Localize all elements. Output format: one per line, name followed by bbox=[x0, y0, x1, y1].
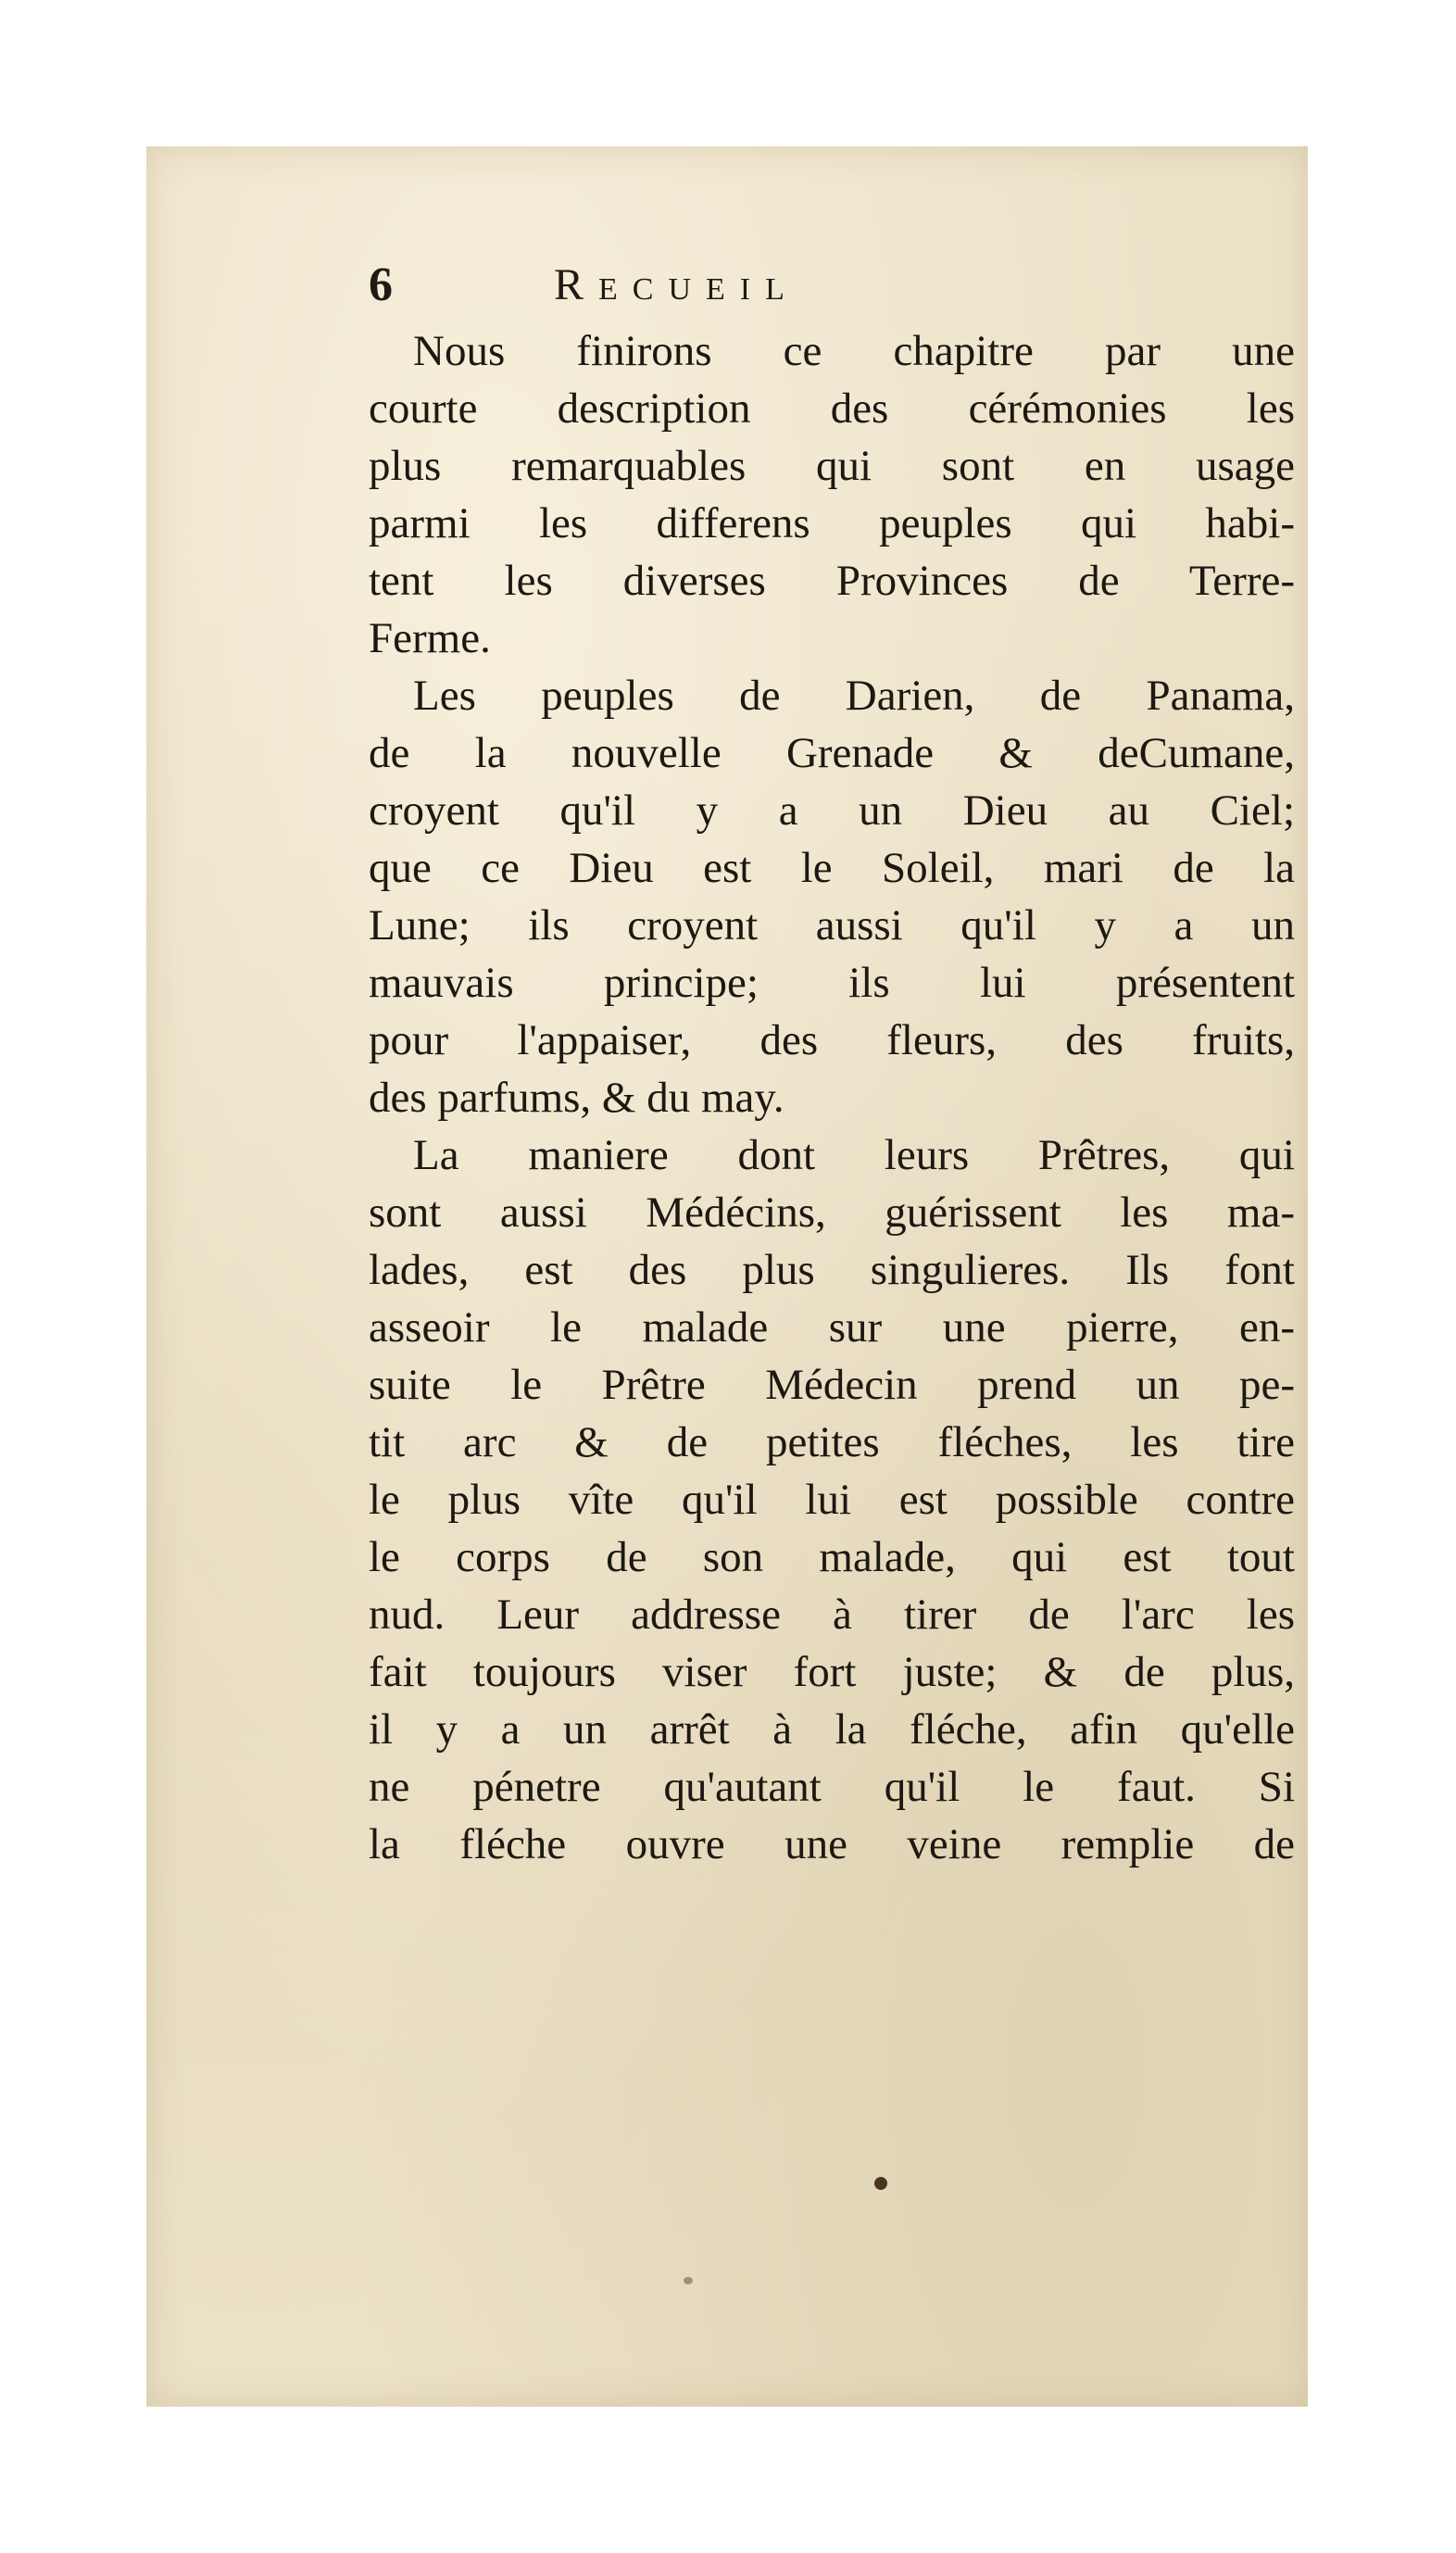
text-line: Nous finirons ce chapitre par une bbox=[413, 327, 1295, 375]
body-text bbox=[369, 322, 1295, 1873]
text-line: nud. Leur addresse à tirer de l'arc les bbox=[369, 1591, 1295, 1639]
page-header bbox=[369, 258, 1110, 313]
page-number: 6 bbox=[369, 258, 393, 311]
running-head: Recueil bbox=[554, 260, 799, 309]
text-line: tit arc & de petites fléches, les tire bbox=[369, 1418, 1295, 1466]
text-line: le corps de son malade, qui est tout bbox=[369, 1533, 1295, 1581]
text-line: tent les diverses Provinces de Terre- bbox=[369, 557, 1295, 605]
text-line: lades, est des plus singulieres. Ils font bbox=[369, 1246, 1295, 1294]
text-line: fait toujours viser fort juste; & de plus, bbox=[369, 1648, 1295, 1696]
text-line: il y a un arrêt à la fléche, afin qu'elle bbox=[369, 1705, 1295, 1754]
text-line: pour l'appaiser, des fleurs, des fruits, bbox=[369, 1016, 1295, 1064]
text-line: de la nouvelle Grenade & deCumane, bbox=[369, 729, 1295, 777]
text-line: ne pénetre qu'autant qu'il le faut. Si bbox=[369, 1763, 1295, 1811]
text-line: sont aussi Médécins, guérissent les ma- bbox=[369, 1188, 1295, 1237]
text-line: Ferme. bbox=[369, 614, 491, 662]
text-line: plus remarquables qui sont en usage bbox=[369, 442, 1295, 490]
text-line: asseoir le malade sur une pierre, en- bbox=[369, 1303, 1295, 1352]
text-line: suite le Prêtre Médecin prend un pe- bbox=[369, 1361, 1295, 1409]
text-line: le plus vîte qu'il lui est possible contre bbox=[369, 1476, 1295, 1524]
text-line: croyent qu'il y a un Dieu au Ciel; bbox=[369, 786, 1295, 835]
text-line: La maniere dont leurs Prêtres, qui bbox=[413, 1131, 1295, 1179]
text-line: mauvais principe; ils lui présentent bbox=[369, 959, 1295, 1007]
text-line: que ce Dieu est le Soleil, mari de la bbox=[369, 844, 1295, 892]
text-line: la fléche ouvre une veine remplie de bbox=[369, 1820, 1295, 1868]
text-line: parmi les differens peuples qui habi- bbox=[369, 499, 1295, 547]
text-line: courte description des cérémonies les bbox=[369, 384, 1295, 433]
text-line: des parfums, & du may. bbox=[369, 1074, 784, 1122]
text-line: Les peuples de Darien, de Panama, bbox=[413, 672, 1295, 720]
ink-spot bbox=[874, 2177, 887, 2190]
paper-stain bbox=[684, 2277, 693, 2284]
text-line: Lune; ils croyent aussi qu'il y a un bbox=[369, 901, 1295, 950]
book-page bbox=[146, 146, 1308, 2407]
